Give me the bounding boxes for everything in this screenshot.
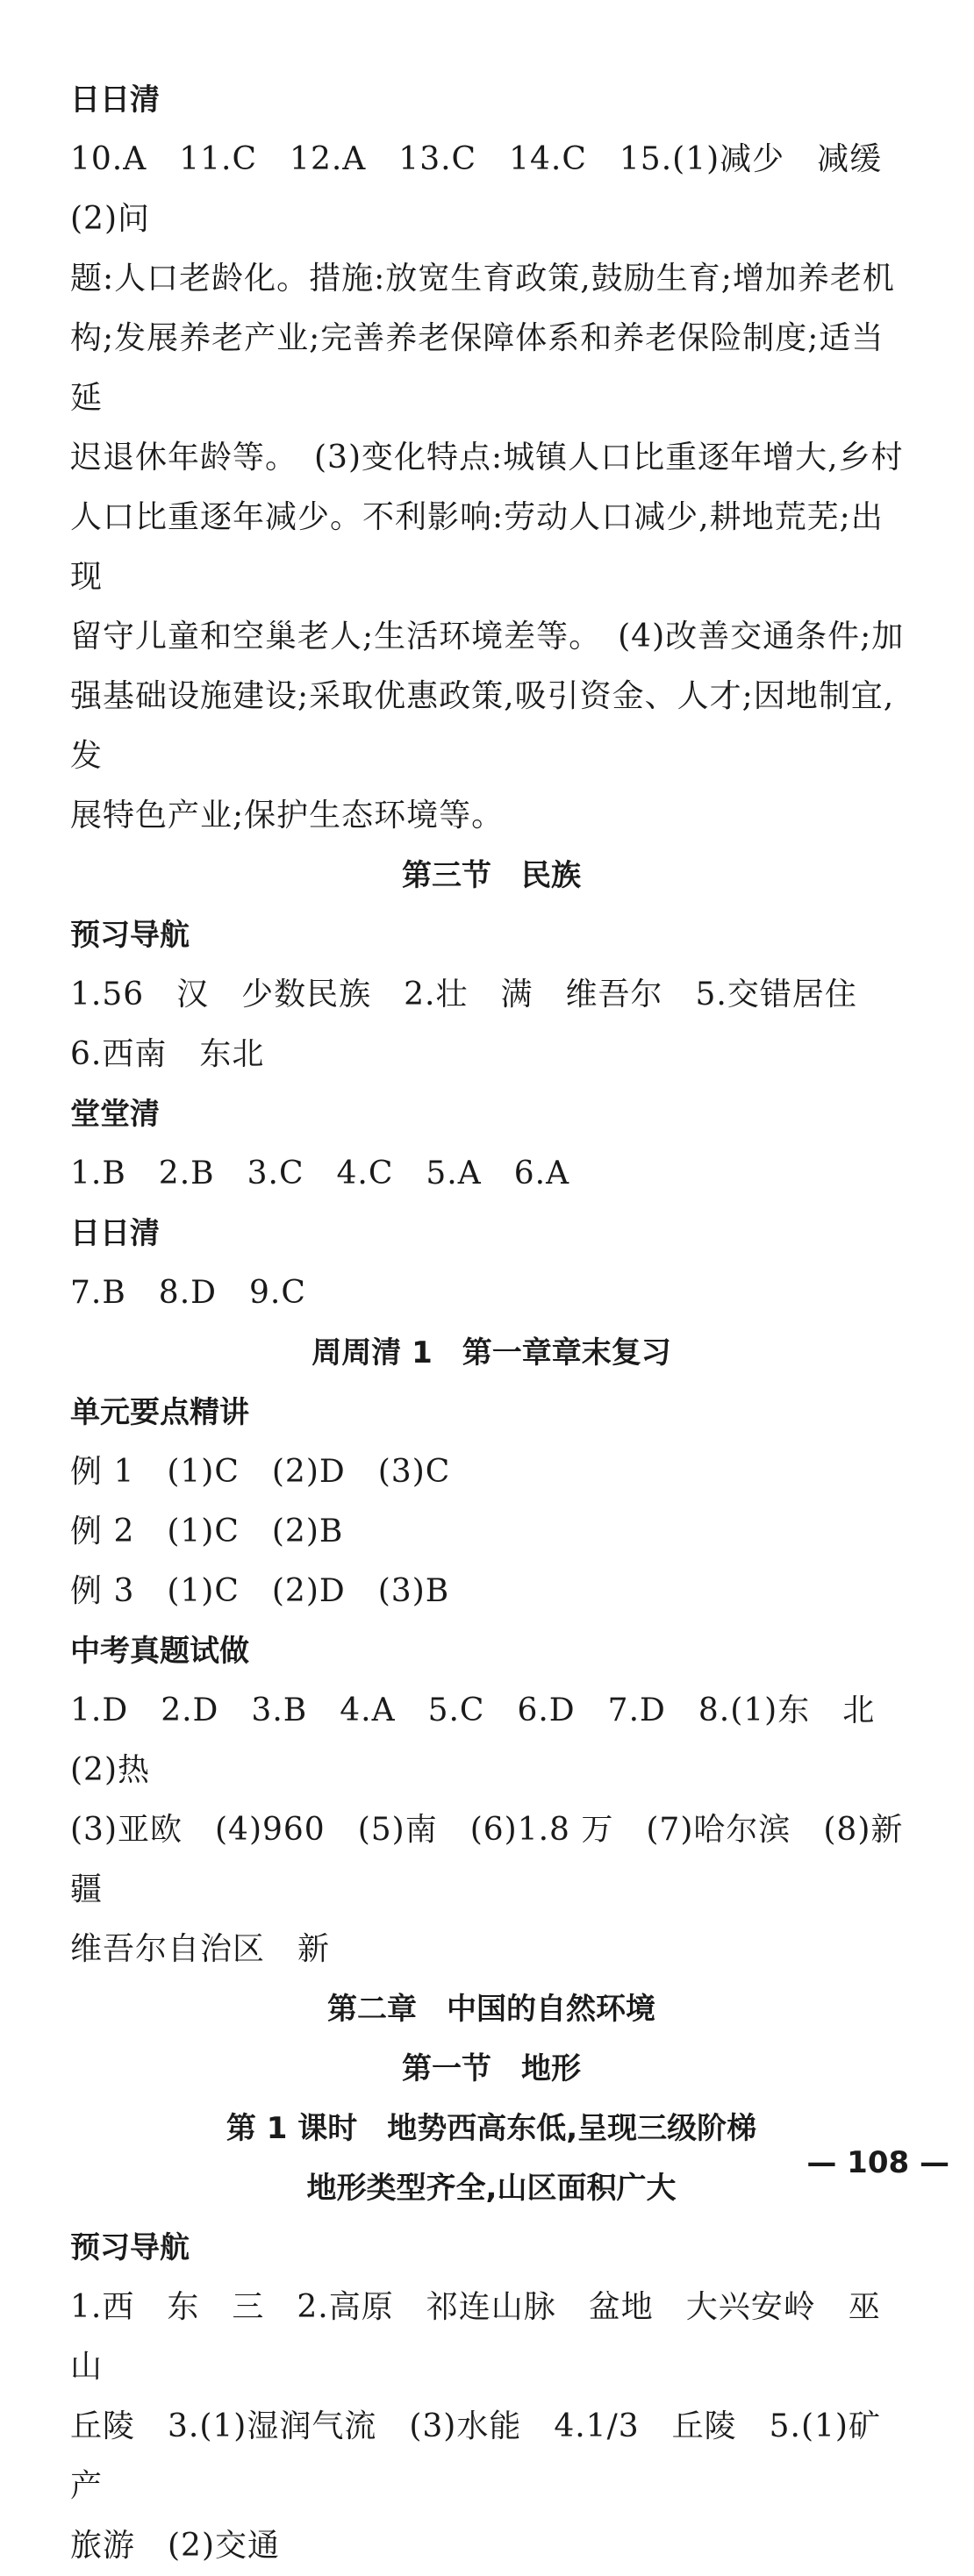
heading-lesson-1: 第 1 课时 地势西高东低,呈现三级阶梯 bbox=[226, 2111, 757, 2146]
answer-line: 例 3 (1)C (2)D (3)B bbox=[70, 1573, 450, 1609]
answer-line: 1.D 2.D 3.B 4.A 5.C 6.D 7.D 8.(1)东 北 (2)热 bbox=[70, 1692, 908, 1788]
answer-line: 丘陵 3.(1)湿润气流 (3)水能 4.1/3 丘陵 5.(1)矿产 bbox=[70, 2408, 881, 2504]
section-title-rirqing: 日日清 bbox=[70, 82, 160, 118]
answer-line: 10.A 11.C 12.A 13.C 14.C 15.(1)减少 减缓 (2)问 bbox=[70, 141, 915, 237]
heading-lesson-1-sub: 地形类型齐全,山区面积广大 bbox=[306, 2171, 677, 2206]
heading-minzu: 第三节 民族 bbox=[402, 858, 581, 893]
answer-line: 1.56 汉 少数民族 2.壮 满 维吾尔 5.交错居住 bbox=[70, 977, 857, 1013]
answer-line: 例 1 (1)C (2)D (3)C bbox=[70, 1454, 451, 1490]
answer-line: 留守儿童和空巢老人;生活环境差等。 (4)改善交通条件;加 bbox=[70, 619, 905, 655]
answer-line: 题:人口老龄化。措施:放宽生育政策,鼓励生育;增加养老机 bbox=[70, 261, 895, 297]
answer-content bbox=[70, 70, 913, 2576]
heading-zhouzhouqing: 周周清 1 第一章章末复习 bbox=[312, 1335, 671, 1370]
answer-line: 强基础设施建设;采取优惠政策,吸引资金、人才;因地制宜,发 bbox=[70, 678, 895, 774]
page-number: — 108 — bbox=[806, 2145, 949, 2180]
answer-line: 构;发展养老产业;完善养老保障体系和养老保险制度;适当延 bbox=[70, 320, 884, 416]
answer-line: (3)亚欧 (4)960 (5)南 (6)1.8 万 (7)哈尔滨 (8)新疆 bbox=[70, 1812, 904, 1907]
answer-line: 1.B 2.B 3.C 4.C 5.A 6.A bbox=[70, 1156, 570, 1191]
section-title-yuxi-2: 预习导航 bbox=[70, 2230, 190, 2265]
section-title-yuxi: 预习导航 bbox=[70, 918, 190, 953]
section-title-tangtangqing: 堂堂清 bbox=[70, 1097, 160, 1132]
answer-line: 旅游 (2)交通 bbox=[70, 2528, 280, 2564]
answer-line: 例 2 (1)C (2)B bbox=[70, 1513, 344, 1549]
answer-line: 7.B 8.D 9.C bbox=[70, 1275, 306, 1311]
answer-line: 1.西 东 三 2.高原 祁连山脉 盆地 大兴安岭 巫山 bbox=[70, 2289, 881, 2385]
answer-line: 维吾尔自治区 新 bbox=[70, 1931, 331, 1967]
heading-chapter-2: 第二章 中国的自然环境 bbox=[327, 1992, 655, 2027]
section-title-riqing-2: 日日清 bbox=[70, 1216, 160, 1251]
answer-line: 迟退休年龄等。 (3)变化特点:城镇人口比重逐年增大,乡村 bbox=[70, 440, 904, 476]
heading-dixing: 第一节 地形 bbox=[402, 2051, 581, 2086]
section-title-danyuan: 单元要点精讲 bbox=[70, 1395, 249, 1430]
answer-line: 人口比重逐年减少。不利影响:劳动人口减少,耕地荒芜;出现 bbox=[70, 499, 884, 595]
section-title-zhongkao: 中考真题试做 bbox=[70, 1634, 249, 1669]
answer-line: 6.西南 东北 bbox=[70, 1036, 265, 1072]
answer-line: 展特色产业;保护生态环境等。 bbox=[70, 798, 505, 834]
